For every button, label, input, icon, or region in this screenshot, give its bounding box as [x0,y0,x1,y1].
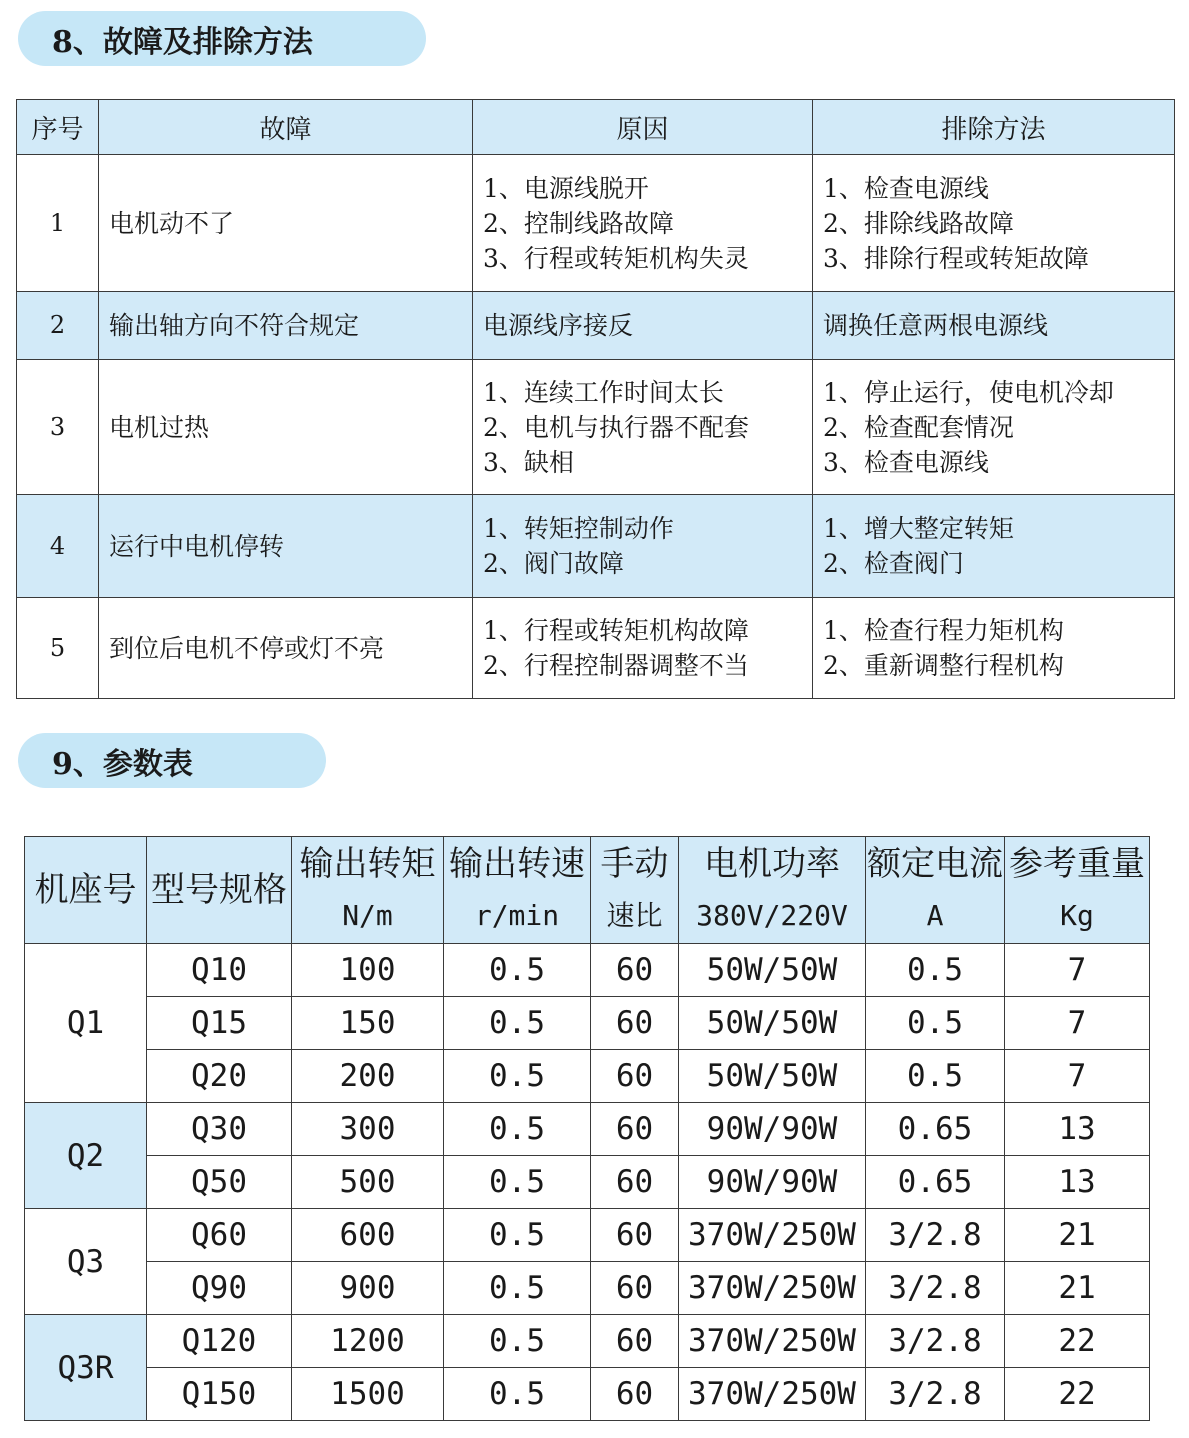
param-cell: 600 [292,1209,444,1262]
param-cell: 7 [1005,997,1150,1050]
fault-row [17,598,1175,699]
fix-line: 1、停止运行，使电机冷却 [823,377,1114,407]
param-header-name: 型号规格 [151,870,287,910]
param-header-cell [292,837,444,944]
fix-line: 2、检查阀门 [823,549,964,578]
fix-line: 1、检查行程力矩机构 [823,616,1064,645]
param-table-header [25,837,1150,944]
param-cell: 100 [292,944,444,997]
fault-description: 运行中电机停转 [99,495,473,598]
cause-line: 1、行程或转矩机构故障 [483,616,749,645]
param-cell: Q50 [147,1156,292,1209]
param-cell: 60 [591,1050,679,1103]
param-cell: 0.5 [444,1050,591,1103]
fix-line: 2、重新调整行程机构 [823,651,1064,680]
cause-line: 1、电源线脱开 [483,173,649,203]
param-cell: 370W/250W [679,1209,866,1262]
fault-index: 3 [17,360,99,495]
param-header-cell [1005,837,1150,944]
header-fault: 故障 [99,100,473,155]
section-9-heading [18,733,326,788]
param-cell: 60 [591,1315,679,1368]
cause-line: 3、缺相 [483,447,574,477]
fault-row [17,360,1175,495]
param-row [25,1262,1150,1315]
param-cell: Q90 [147,1262,292,1315]
param-cell: 50W/50W [679,944,866,997]
header-index: 序号 [17,100,99,155]
param-cell: 0.5 [444,1262,591,1315]
param-cell: 3/2.8 [866,1209,1005,1262]
param-cell: 0.65 [866,1156,1005,1209]
param-cell: 21 [1005,1209,1150,1262]
param-header-name: 输出转速 [449,844,585,884]
param-cell: 60 [591,1368,679,1421]
param-row [25,997,1150,1050]
param-cell: 200 [292,1050,444,1103]
cause-line: 1、转矩控制动作 [483,514,674,543]
fault-index: 2 [17,292,99,360]
param-cell: 60 [591,1209,679,1262]
param-cell: 60 [591,1156,679,1209]
param-cell: 21 [1005,1262,1150,1315]
param-cell: 500 [292,1156,444,1209]
param-cell: 60 [591,1103,679,1156]
param-cell: 0.65 [866,1103,1005,1156]
fix-line: 1、检查电源线 [823,173,989,203]
param-cell: 3/2.8 [866,1315,1005,1368]
param-cell: 300 [292,1103,444,1156]
param-cell: 900 [292,1262,444,1315]
param-cell: 22 [1005,1368,1150,1421]
fault-description: 到位后电机不停或灯不亮 [99,598,473,699]
param-header-cell [25,837,147,944]
param-cell: 0.5 [444,1368,591,1421]
cause-line: 2、控制线路故障 [483,208,674,238]
param-cell: 0.5 [444,1209,591,1262]
seat-cell: Q2 [25,1103,147,1209]
param-cell: 370W/250W [679,1315,866,1368]
fault-causes [473,598,813,699]
param-header-name: 机座号 [34,870,137,910]
param-header-cell [444,837,591,944]
param-cell: 1500 [292,1368,444,1421]
param-cell: 0.5 [866,1050,1005,1103]
header-cause: 原因 [473,100,813,155]
param-cell: 0.5 [444,997,591,1050]
fault-fixes [813,360,1175,495]
cause-line: 2、电机与执行器不配套 [483,412,749,442]
fault-index: 4 [17,495,99,598]
param-cell: 0.5 [866,944,1005,997]
param-row [25,1315,1150,1368]
fault-description: 输出轴方向不符合规定 [99,292,473,360]
fix-line: 1、增大整定转矩 [823,514,1014,543]
param-cell: 370W/250W [679,1262,866,1315]
param-cell: Q30 [147,1103,292,1156]
header-fix: 排除方法 [813,100,1175,155]
fault-causes [473,360,813,495]
fault-row [17,495,1175,598]
cause-line: 1、连续工作时间太长 [483,377,724,407]
param-header-unit: A [926,899,944,932]
seat-cell: Q3R [25,1315,147,1421]
param-cell: Q60 [147,1209,292,1262]
param-cell: 13 [1005,1103,1150,1156]
fault-row [17,155,1175,292]
param-header-unit: N/m [342,899,393,932]
param-cell: 0.5 [444,1103,591,1156]
fault-description: 电机过热 [99,360,473,495]
param-cell: 22 [1005,1315,1150,1368]
fault-fixes [813,155,1175,292]
param-header-unit: 速比 [606,899,663,932]
fault-index: 1 [17,155,99,292]
fault-index: 5 [17,598,99,699]
fault-fixes [813,292,1175,360]
param-cell: 0.5 [444,944,591,997]
param-header-name: 额定电流 [867,844,1003,884]
fault-causes [473,292,813,360]
param-header-unit: 380V/220V [696,899,848,932]
param-header-name: 手动 [600,844,669,884]
param-header-cell [679,837,866,944]
param-cell: 7 [1005,944,1150,997]
section-9-title: 9、参数表 [52,746,193,782]
param-cell: 3/2.8 [866,1262,1005,1315]
param-row [25,1368,1150,1421]
param-cell: 90W/90W [679,1103,866,1156]
fault-description: 电机动不了 [99,155,473,292]
param-header-name: 输出转矩 [299,844,436,884]
param-cell: 60 [591,1262,679,1315]
fix-line: 3、排除行程或转矩故障 [823,243,1089,273]
param-cell: 50W/50W [679,997,866,1050]
param-header-name: 参考重量 [1009,844,1145,884]
fault-table-header [17,100,1175,155]
param-row [25,944,1150,997]
fix-line: 3、检查电源线 [823,447,989,477]
param-header-name: 电机功率 [704,844,840,884]
param-cell: 0.5 [866,997,1005,1050]
fault-causes [473,155,813,292]
param-header-unit: r/min [474,899,560,932]
param-header-cell [147,837,292,944]
cause-line: 2、阀门故障 [483,549,624,578]
fix-line: 2、排除线路故障 [823,208,1014,238]
param-cell: 370W/250W [679,1368,866,1421]
param-cell: 1200 [292,1315,444,1368]
param-header-cell [591,837,679,944]
fix-line: 2、检查配套情况 [823,412,1014,442]
param-cell: 0.5 [444,1315,591,1368]
param-cell: 7 [1005,1050,1150,1103]
fault-causes [473,495,813,598]
param-cell: Q150 [147,1368,292,1421]
fault-table [16,99,1175,699]
param-cell: Q20 [147,1050,292,1103]
fault-fixes [813,598,1175,699]
param-cell: 50W/50W [679,1050,866,1103]
param-cell: 60 [591,997,679,1050]
param-cell: 3/2.8 [866,1368,1005,1421]
fault-row [17,292,1175,360]
param-table [24,836,1150,1421]
param-header-cell [866,837,1005,944]
param-cell: Q15 [147,997,292,1050]
section-8-title: 8、故障及排除方法 [52,24,313,60]
param-cell: Q10 [147,944,292,997]
param-row [25,1156,1150,1209]
param-row [25,1103,1150,1156]
seat-cell: Q3 [25,1209,147,1315]
param-cell: 60 [591,944,679,997]
param-cell: 0.5 [444,1156,591,1209]
cause-line: 电源线序接反 [483,311,634,340]
param-cell: 13 [1005,1156,1150,1209]
param-cell: 150 [292,997,444,1050]
param-cell: 90W/90W [679,1156,866,1209]
seat-cell: Q1 [25,944,147,1103]
cause-line: 2、行程控制器调整不当 [483,651,749,680]
param-header-unit: Kg [1060,899,1094,932]
param-row [25,1050,1150,1103]
section-8-heading [18,11,426,66]
fix-line: 调换任意两根电源线 [823,311,1049,340]
param-row [25,1209,1150,1262]
cause-line: 3、行程或转矩机构失灵 [483,243,749,273]
fault-fixes [813,495,1175,598]
param-cell: Q120 [147,1315,292,1368]
